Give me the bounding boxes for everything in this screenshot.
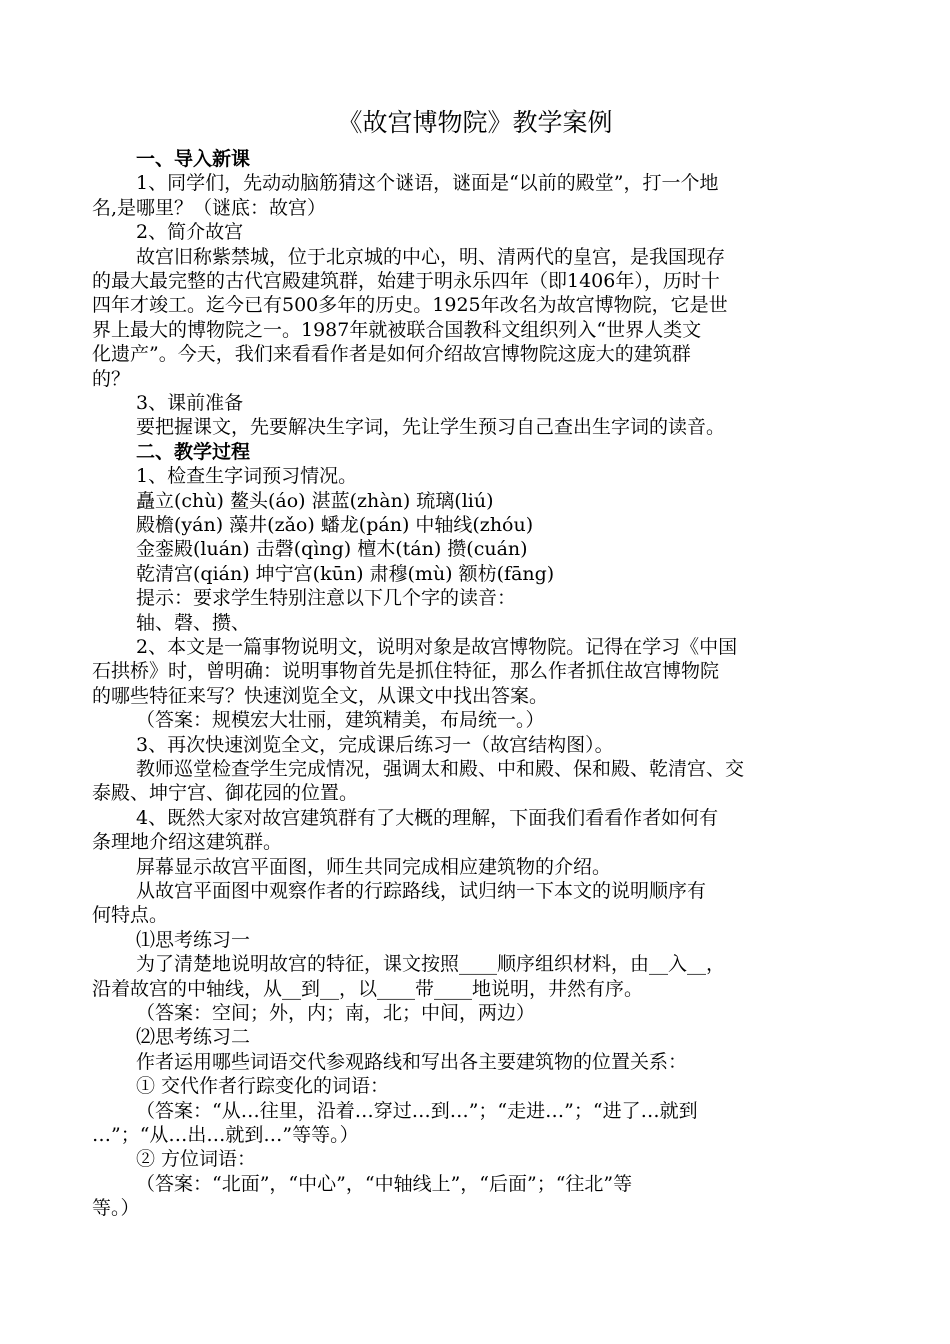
text-line: ⑵思考练习二 — [136, 1026, 251, 1049]
text-line: 3、课前准备 — [136, 392, 244, 414]
text-line: 教师巡堂检查学生完成情况，强调太和殿、中和殿、保和殿、乾清宫、交 — [136, 758, 745, 780]
text-line: 1、同学们，先动动脑筋猜这个谜语，谜面是“以前的殿堂”，打一个地 — [136, 172, 719, 195]
text-line: 3、再次快速浏览全文，完成课后练习一（故宫结构图）。 — [136, 733, 614, 756]
text-line: 1、检查生字词预习情况。 — [136, 465, 358, 488]
text-line: 为了清楚地说明故宫的特征，课文按照____顺序组织材料，由__入__， — [136, 953, 726, 976]
text-line: 界上最大的博物院之一。1987年就被联合国教科文组织列入“世界人类文 — [92, 318, 702, 341]
section-heading: 二、教学过程 — [136, 440, 251, 463]
text-line: 四年才竣工。迄今已有500多年的历史。1925年改名为故宫博物院，它是世 — [92, 294, 728, 317]
text-line: 条理地介绍这建筑群。 — [92, 831, 283, 854]
text-line: …”；“从…出…就到…”等等。） — [92, 1124, 359, 1146]
text-line: 石拱桥》时，曾明确：说明事物首先是抓住特征，那么作者抓住故宫博物院 — [92, 660, 720, 683]
text-line: 泰殿、坤宁宫、御花园的位置。 — [92, 782, 359, 805]
text-line: 作者运用哪些词语交代参观路线和写出各主要建筑物的位置关系： — [136, 1050, 688, 1073]
text-line: 乾清宫(qián) 坤宁宫(kūn) 肃穆(mù) 额枋(fāng) — [136, 562, 555, 585]
text-line: 的哪些特征来写？快速浏览全文，从课文中找出答案。 — [92, 684, 549, 707]
text-line: （答案：“北面”，“中心”，“中轴线上”，“后面”；“往北”等 — [136, 1172, 633, 1195]
text-line: ② 方位词语： — [136, 1148, 257, 1171]
section-heading: 一、导入新课 — [136, 148, 251, 170]
document-title: 《故宫博物院》教学案例 — [337, 108, 613, 137]
text-line: 名,是哪里？（谜底：故宫） — [92, 196, 327, 219]
text-line: 矗立(chù) 鳌头(áo) 湛蓝(zhàn) 琉璃(liú) — [136, 489, 494, 512]
text-line: 2、本文是一篇事物说明文，说明对象是故宫博物院。记得在学习《中国 — [136, 636, 738, 658]
text-line: 提示：要求学生特别注意以下几个字的读音： — [136, 587, 517, 610]
text-line: 从故宫平面图中观察作者的行踪路线，试归纳一下本文的说明顺序有 — [136, 880, 707, 902]
text-line: （答案：“从…往里，沿着…穿过…到…”；“走进…”；“进了…就到 — [136, 1099, 698, 1122]
text-line: 要把握课文，先要解决生字词，先让学生预习自己查出生字词的读音。 — [136, 416, 726, 439]
text-line: 故宫旧称紫禁城，位于北京城的中心，明、清两代的皇宫，是我国现存 — [136, 245, 726, 268]
text-line: 沿着故宫的中轴线，从__到__，以____带____地说明，井然有序。 — [92, 977, 644, 1000]
text-line: 殿檐(yán) 藻井(zǎo) 蟠龙(pán) 中轴线(zhóu) — [136, 514, 534, 536]
text-line: 的？ — [92, 367, 131, 390]
text-line: ① 交代作者行踪变化的词语： — [136, 1075, 390, 1098]
text-line: 4、既然大家对故宫建筑群有了大概的理解，下面我们看看作者如何有 — [136, 806, 719, 829]
text-line: 化遗产”。今天，我们来看看作者是如何介绍故宫博物院这庞大的建筑群 — [92, 343, 691, 366]
text-line: 轴、磬、攒、 — [136, 611, 251, 634]
text-line: （答案：空间；外，内；南，北；中间，两边） — [136, 1002, 536, 1024]
text-line: 屏幕显示故宫平面图，师生共同完成相应建筑物的介绍。 — [136, 855, 612, 878]
text-line: 何特点。 — [92, 904, 169, 927]
text-line: 2、简介故宫 — [136, 221, 244, 244]
text-line: 金銮殿(luán) 击磬(qìng) 檀木(tán) 攒(cuán) — [136, 538, 528, 561]
text-line: （答案：规模宏大壮丽，建筑精美，布局统一。） — [136, 709, 545, 732]
text-line: 的最大最完整的古代宫殿建筑群，始建于明永乐四年（即1406年），历时十 — [92, 270, 720, 292]
text-line: 等。） — [92, 1197, 140, 1220]
text-line: ⑴思考练习一 — [136, 928, 251, 951]
